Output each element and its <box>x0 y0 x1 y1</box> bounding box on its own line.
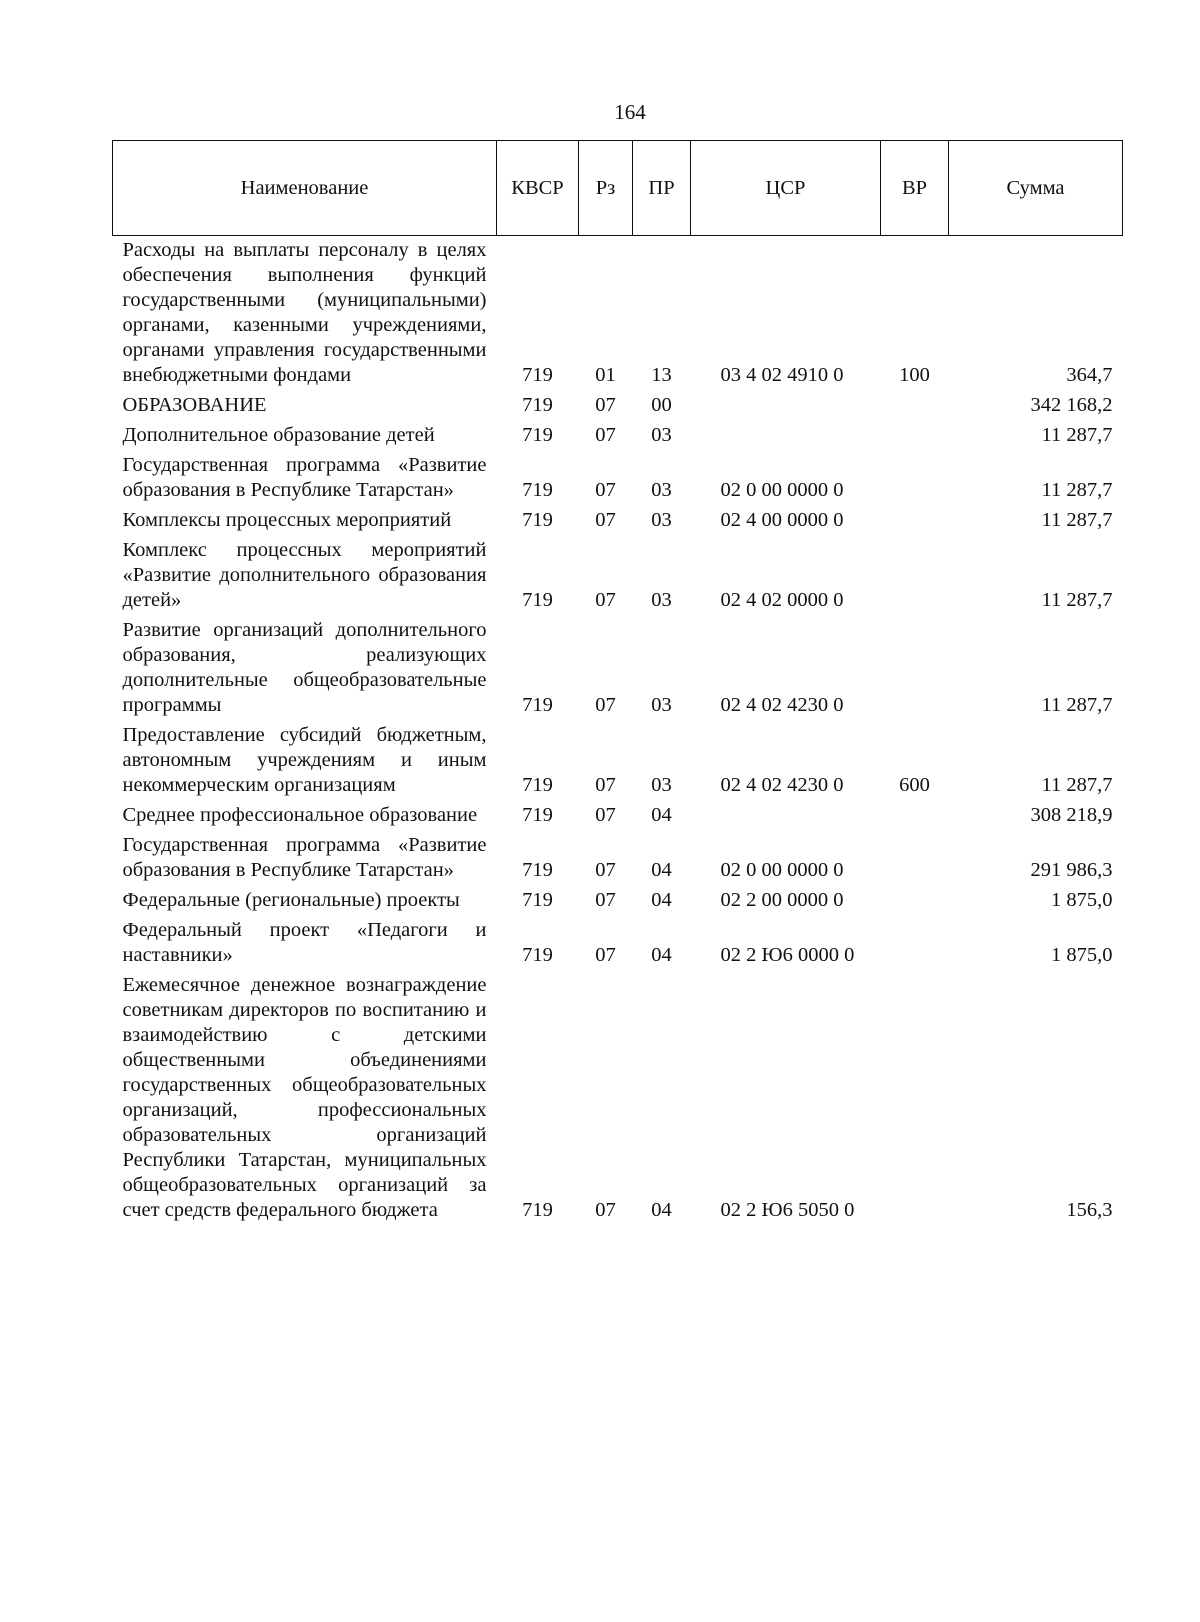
table-row <box>113 536 1123 616</box>
cell-rz: 07 <box>595 589 616 611</box>
table-row <box>113 831 1123 886</box>
cell-rz: 07 <box>595 774 616 796</box>
cell-vr <box>881 886 949 916</box>
cell-rz: 07 <box>595 889 616 911</box>
cell-csr <box>691 421 881 451</box>
header-sum: Сумма <box>949 141 1123 236</box>
table-row <box>113 916 1123 971</box>
table-header <box>113 141 1123 236</box>
cell-csr: 02 0 00 0000 0 <box>720 479 844 501</box>
cell-kvsr: 719 <box>522 694 553 716</box>
cell-sum: 364,7 <box>1066 364 1113 386</box>
cell-sum: 308 218,9 <box>1030 804 1113 826</box>
cell-kvsr: 719 <box>522 479 553 501</box>
cell-vr <box>881 506 949 536</box>
cell-csr: 02 0 00 0000 0 <box>720 859 844 881</box>
cell-vr <box>881 971 949 1226</box>
cell-rz: 07 <box>595 944 616 966</box>
cell-rz: 07 <box>595 804 616 826</box>
table-row <box>113 721 1123 801</box>
cell-kvsr: 719 <box>522 424 553 446</box>
cell-kvsr: 719 <box>522 394 553 416</box>
cell-vr <box>881 916 949 971</box>
cell-csr <box>691 391 881 421</box>
header-rz: Рз <box>579 141 633 236</box>
header-csr: ЦСР <box>691 141 881 236</box>
cell-name: Развитие организаций дополнительного образования, реализующих дополнительные общеобразовательные программы <box>122 619 487 716</box>
cell-name: Государственная программа «Развитие образования в Республике Татарстан» <box>122 834 487 881</box>
header-pr: ПР <box>633 141 691 236</box>
cell-vr <box>881 391 949 421</box>
cell-vr <box>881 451 949 506</box>
cell-vr <box>881 831 949 886</box>
cell-sum: 11 287,7 <box>1041 509 1113 531</box>
table-row <box>113 451 1123 506</box>
table-row <box>113 236 1123 392</box>
cell-pr: 03 <box>651 694 672 716</box>
cell-rz: 07 <box>595 479 616 501</box>
cell-name: ОБРАЗОВАНИЕ <box>122 394 267 416</box>
cell-csr: 02 2 00 0000 0 <box>720 889 844 911</box>
cell-name: Среднее профессиональное образование <box>122 804 478 826</box>
table-row <box>113 616 1123 721</box>
cell-pr: 03 <box>651 479 672 501</box>
cell-sum: 1 875,0 <box>1051 944 1113 966</box>
cell-kvsr: 719 <box>522 509 553 531</box>
table-row <box>113 886 1123 916</box>
cell-rz: 07 <box>595 859 616 881</box>
cell-csr <box>691 801 881 831</box>
cell-pr: 04 <box>651 1199 672 1221</box>
cell-kvsr: 719 <box>522 889 553 911</box>
cell-kvsr: 719 <box>522 859 553 881</box>
cell-pr: 00 <box>651 394 672 416</box>
cell-pr: 03 <box>651 774 672 796</box>
cell-pr: 04 <box>651 944 672 966</box>
cell-name: Дополнительное образование детей <box>122 424 435 446</box>
cell-rz: 07 <box>595 394 616 416</box>
cell-sum: 156,3 <box>1066 1199 1113 1221</box>
cell-sum: 291 986,3 <box>1030 859 1113 881</box>
cell-kvsr: 719 <box>522 364 553 386</box>
cell-vr <box>881 616 949 721</box>
header-name: Наименование <box>113 141 497 236</box>
cell-sum: 1 875,0 <box>1051 889 1113 911</box>
cell-vr: 600 <box>899 774 930 796</box>
cell-name: Федеральные (региональные) проекты <box>122 889 460 911</box>
cell-pr: 04 <box>651 889 672 911</box>
cell-name: Предоставление субсидий бюджетным, автономным учреждениям и иным некоммерческим организациям <box>122 724 487 796</box>
cell-kvsr: 719 <box>522 1199 553 1221</box>
cell-sum: 342 168,2 <box>1030 394 1113 416</box>
cell-csr: 02 2 Ю6 5050 0 <box>720 1199 855 1221</box>
header-vr: ВР <box>881 141 949 236</box>
cell-pr: 04 <box>651 859 672 881</box>
cell-kvsr: 719 <box>522 804 553 826</box>
cell-rz: 07 <box>595 424 616 446</box>
cell-vr <box>881 801 949 831</box>
cell-rz: 07 <box>595 509 616 531</box>
cell-name: Расходы на выплаты персоналу в целях обеспечения выполнения функций государственными (муниципальными) органами, казенными учреждениями, органами управления государственными внебюджетными фондами <box>122 239 487 386</box>
table-body <box>113 236 1123 1227</box>
cell-sum: 11 287,7 <box>1041 774 1113 796</box>
cell-vr <box>881 536 949 616</box>
cell-csr: 02 4 02 4230 0 <box>720 694 844 716</box>
cell-name: Федеральный проект «Педагоги и наставники» <box>122 919 487 966</box>
cell-pr: 13 <box>651 364 672 386</box>
cell-rz: 07 <box>595 1199 616 1221</box>
cell-csr: 02 2 Ю6 0000 0 <box>720 944 855 966</box>
cell-pr: 03 <box>651 509 672 531</box>
cell-rz: 07 <box>595 694 616 716</box>
cell-kvsr: 719 <box>522 589 553 611</box>
cell-pr: 03 <box>651 424 672 446</box>
cell-name: Комплексы процессных мероприятий <box>122 509 452 531</box>
cell-csr: 02 4 00 0000 0 <box>720 509 844 531</box>
cell-name: Ежемесячное денежное вознаграждение советникам директоров по воспитанию и взаимодействию с детскими общественными объединениями государственных общеобразовательных организаций, профессиональных образовательных организаций Республики Татарстан, муниципальных общеобразовательных организаций за счет средств федерального бюджета <box>122 974 487 1221</box>
cell-vr <box>881 421 949 451</box>
cell-csr: 02 4 02 4230 0 <box>720 774 844 796</box>
cell-rz: 01 <box>595 364 616 386</box>
cell-name: Комплекс процессных мероприятий «Развитие дополнительного образования детей» <box>122 539 487 611</box>
cell-sum: 11 287,7 <box>1041 424 1113 446</box>
header-kvsr: КВСР <box>497 141 579 236</box>
table-row <box>113 801 1123 831</box>
cell-kvsr: 719 <box>522 774 553 796</box>
cell-sum: 11 287,7 <box>1041 479 1113 501</box>
cell-pr: 03 <box>651 589 672 611</box>
cell-sum: 11 287,7 <box>1041 589 1113 611</box>
cell-pr: 04 <box>651 804 672 826</box>
cell-kvsr: 719 <box>522 944 553 966</box>
table-row <box>113 391 1123 421</box>
page-number: 164 <box>614 100 646 124</box>
cell-name: Государственная программа «Развитие образования в Республике Татарстан» <box>122 454 487 501</box>
table-row <box>113 971 1123 1226</box>
cell-vr: 100 <box>899 364 930 386</box>
cell-csr: 02 4 02 0000 0 <box>720 589 844 611</box>
cell-csr: 03 4 02 4910 0 <box>720 364 844 386</box>
table-row <box>113 421 1123 451</box>
budget-table <box>112 140 1123 1226</box>
table-row <box>113 506 1123 536</box>
cell-sum: 11 287,7 <box>1041 694 1113 716</box>
